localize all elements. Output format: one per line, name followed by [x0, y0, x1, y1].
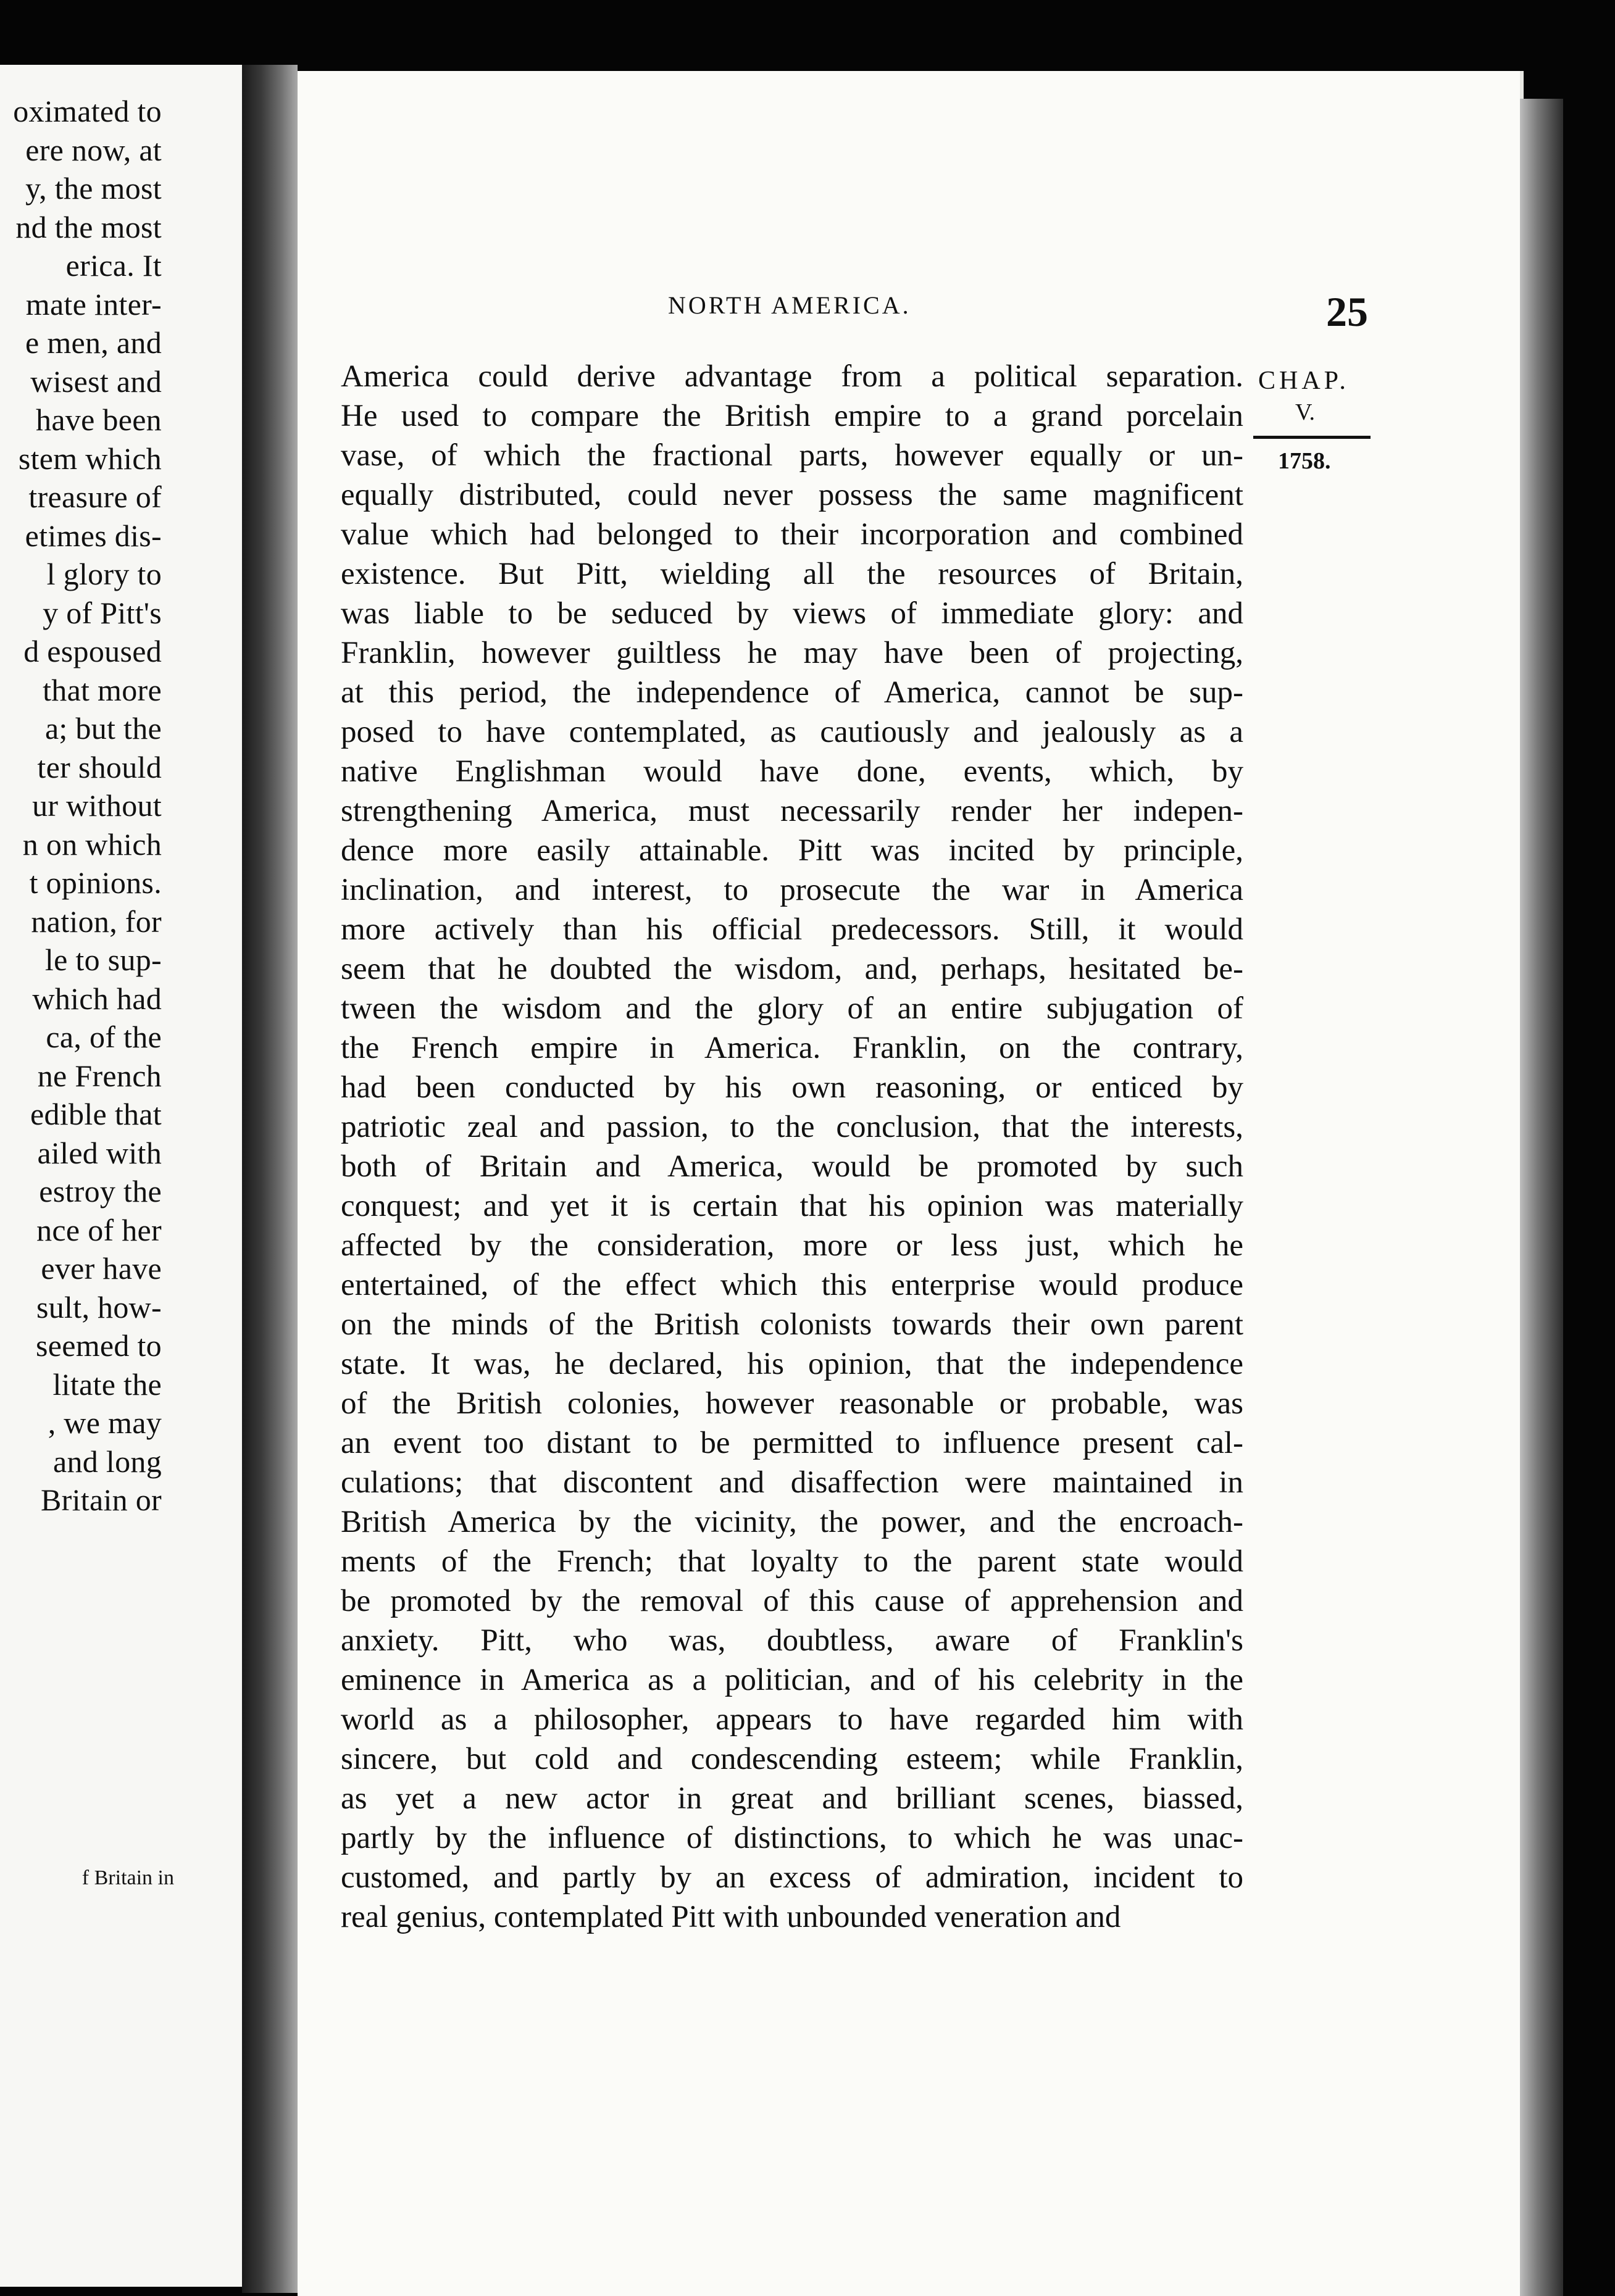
text-line: of the British colonies, however reasonable or probable, was: [341, 1386, 1243, 1421]
margin-year: 1758.: [1278, 448, 1331, 474]
previous-page-line: nation, for: [31, 904, 162, 939]
book-gutter: [242, 65, 298, 2293]
text-line: world as a philosopher, appears to have regarded him with: [341, 1702, 1243, 1737]
previous-page-line: a; but the: [44, 711, 162, 746]
previous-page-line: etimes dis-: [25, 518, 162, 553]
text-line: He used to compare the British empire to a grand porcelain: [341, 399, 1243, 433]
text-line: inclination, and interest, to prosecute the war in America: [341, 873, 1243, 907]
previous-page-line: nd the most: [15, 209, 162, 244]
previous-page-line: le to sup-: [44, 942, 162, 977]
text-line: seem that he doubted the wisdom, and, perhaps, hesitated be-: [341, 952, 1243, 986]
text-line: conquest; and yet it is certain that his opinion was materially: [341, 1189, 1243, 1223]
text-line: more actively than his official predecessors. Still, it would: [341, 912, 1243, 947]
margin-chapter-number: V.: [1295, 399, 1316, 425]
text-line: strengthening America, must necessarily render her indepen-: [341, 794, 1243, 828]
previous-page-line: ter should: [37, 749, 162, 784]
text-line: both of Britain and America, would be promoted by such: [341, 1149, 1243, 1184]
text-line: British America by the vicinity, the power, and the encroach-: [341, 1505, 1243, 1539]
text-line: real genius, contemplated Pitt with unbounded veneration and: [341, 1900, 1121, 1934]
text-line: had been conducted by his own reasoning, or enticed by: [341, 1070, 1243, 1105]
text-line: Franklin, however guiltless he may have been of projecting,: [341, 636, 1243, 670]
previous-page-line: y, the most: [25, 171, 162, 206]
text-line: on the minds of the British colonists towards their own parent: [341, 1307, 1243, 1342]
previous-page-line: t opinions.: [29, 865, 162, 900]
text-line: customed, and partly by an excess of admiration, incident to: [341, 1860, 1243, 1895]
previous-page-line: litate the: [52, 1366, 162, 1402]
previous-page-line: Britain or: [40, 1483, 162, 1517]
previous-page-line: and long: [53, 1444, 162, 1479]
text-line: the French empire in America. Franklin, on the contrary,: [341, 1031, 1243, 1065]
text-line: be promoted by the removal of this cause of apprehension and: [341, 1584, 1243, 1618]
previous-page-line: edible that: [30, 1097, 162, 1131]
text-line: eminence in America as a politician, and of his celebrity in the: [341, 1663, 1243, 1697]
previous-page-line: mate inter-: [25, 286, 162, 322]
previous-page-line: , we may: [48, 1405, 162, 1440]
previous-page-line: that more: [43, 672, 162, 707]
previous-page-line: wisest and: [30, 364, 162, 399]
text-line: partly by the influence of distinctions, to which he was unac-: [341, 1821, 1243, 1855]
text-line: culations; that discontent and disaffection were maintained in: [341, 1465, 1243, 1500]
previous-page-line: y of Pitt's: [43, 595, 162, 630]
previous-page-line: e men, and: [25, 325, 162, 360]
margin-chapter-label: CHAP.: [1258, 367, 1350, 395]
text-line: entertained, of the effect which this enterprise would produce: [341, 1268, 1243, 1302]
text-line: value which had belonged to their incorporation and combined: [341, 517, 1243, 552]
previous-page-line: ere now, at: [25, 132, 162, 167]
previous-page-line: oximated to: [13, 94, 162, 128]
text-line: vase, of which the fractional parts, however equally or un-: [341, 438, 1243, 473]
previous-page-line: erica. It: [65, 248, 162, 283]
previous-page-line: n on which: [22, 826, 162, 862]
text-line: sincere, but cold and condescending esteem; while Franklin,: [341, 1742, 1243, 1776]
text-line: ments of the French; that loyalty to the parent state would: [341, 1544, 1243, 1579]
previous-page-line: ever have: [41, 1251, 162, 1286]
previous-page-line: ailed with: [37, 1135, 162, 1170]
previous-page-line: ne French: [37, 1058, 162, 1093]
page-edge-shadow: [1520, 99, 1563, 2296]
text-line: existence. But Pitt, wielding all the resources of Britain,: [341, 557, 1243, 591]
previous-page-footnote: f Britain in: [81, 1866, 174, 1889]
text-line: America could derive advantage from a political separation.: [341, 359, 1243, 394]
text-line: tween the wisdom and the glory of an entire subjugation of: [341, 991, 1243, 1026]
previous-page-line: estroy the: [39, 1174, 162, 1208]
running-head: NORTH AMERICA.: [668, 291, 911, 319]
page-number: 25: [1326, 288, 1368, 335]
previous-page-fragment: [0, 65, 242, 2287]
previous-page-line: stem which: [18, 441, 162, 476]
previous-page-line: which had: [32, 981, 162, 1016]
text-line: posed to have contemplated, as cautiously and jealously as a: [341, 715, 1243, 749]
text-line: dence more easily attainable. Pitt was incited by principle,: [341, 833, 1243, 868]
text-line: as yet a new actor in great and brilliant scenes, biassed,: [341, 1781, 1243, 1816]
text-line: affected by the consideration, more or less just, which he: [341, 1228, 1243, 1263]
previous-page-line: ca, of the: [46, 1020, 162, 1054]
previous-page-line: l glory to: [46, 557, 162, 591]
previous-page-line: seemed to: [35, 1328, 162, 1363]
text-line: native Englishman would have done, events, which, by: [341, 754, 1243, 789]
text-line: an event too distant to be permitted to influence present cal-: [341, 1426, 1243, 1460]
previous-page-line: nce of her: [36, 1212, 162, 1247]
text-line: equally distributed, could never possess the same magnificent: [341, 478, 1243, 512]
text-line: at this period, the independence of America, cannot be sup-: [341, 675, 1243, 710]
previous-page-line: have been: [36, 402, 162, 437]
previous-page-line: treasure of: [28, 480, 162, 514]
text-line: state. It was, he declared, his opinion, that the independence: [341, 1347, 1243, 1381]
text-line: patriotic zeal and passion, to the conclusion, that the interests,: [341, 1110, 1243, 1144]
text-line: was liable to be seduced by views of immediate glory: and: [341, 596, 1243, 631]
text-line: anxiety. Pitt, who was, doubtless, aware of Franklin's: [341, 1623, 1243, 1658]
previous-page-line: d espoused: [23, 634, 162, 668]
previous-page-line: sult, how-: [36, 1289, 162, 1325]
margin-rule: [1253, 436, 1371, 439]
previous-page-line: ur without: [32, 788, 162, 823]
